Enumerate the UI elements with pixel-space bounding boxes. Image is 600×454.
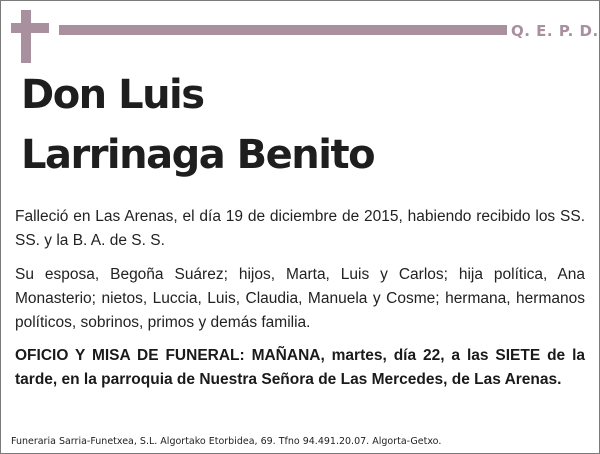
deceased-name-line2: Larrinaga Benito: [21, 132, 375, 178]
family-paragraph: Su esposa, Begoña Suárez; hijos, Marta, Luis y Carlos; hija política, Ana Monasterio; nietos, Luccia, Luis, Claudia, Manuela y Cosme; hermana, hermanos políticos, sobrinos, primos y demás familia.: [15, 266, 585, 331]
header-rule: [59, 25, 507, 35]
qepd-label: Q. E. P. D.: [511, 22, 599, 40]
cross-horizontal-bar: [11, 23, 49, 33]
cross-vertical-bar: [21, 10, 31, 63]
funeral-service-paragraph: OFICIO Y MISA DE FUNERAL: MAÑANA, martes, día 22, a las SIETE de la tarde, en la parroquia de Nuestra Señora de Las Mercedes, de Las Arenas.: [15, 347, 585, 388]
deceased-name-line1: Don Luis: [21, 72, 204, 118]
death-notice-paragraph: Falleció en Las Arenas, el día 19 de diciembre de 2015, habiendo recibido los SS. SS. y la B. A. de S. S.: [15, 208, 585, 249]
funeral-home-footer: Funeraria Sarria-Funetxea, S.L. Algortako Etorbidea, 69. Tfno 94.491.20.07. Algorta-Getxo.: [11, 436, 442, 447]
